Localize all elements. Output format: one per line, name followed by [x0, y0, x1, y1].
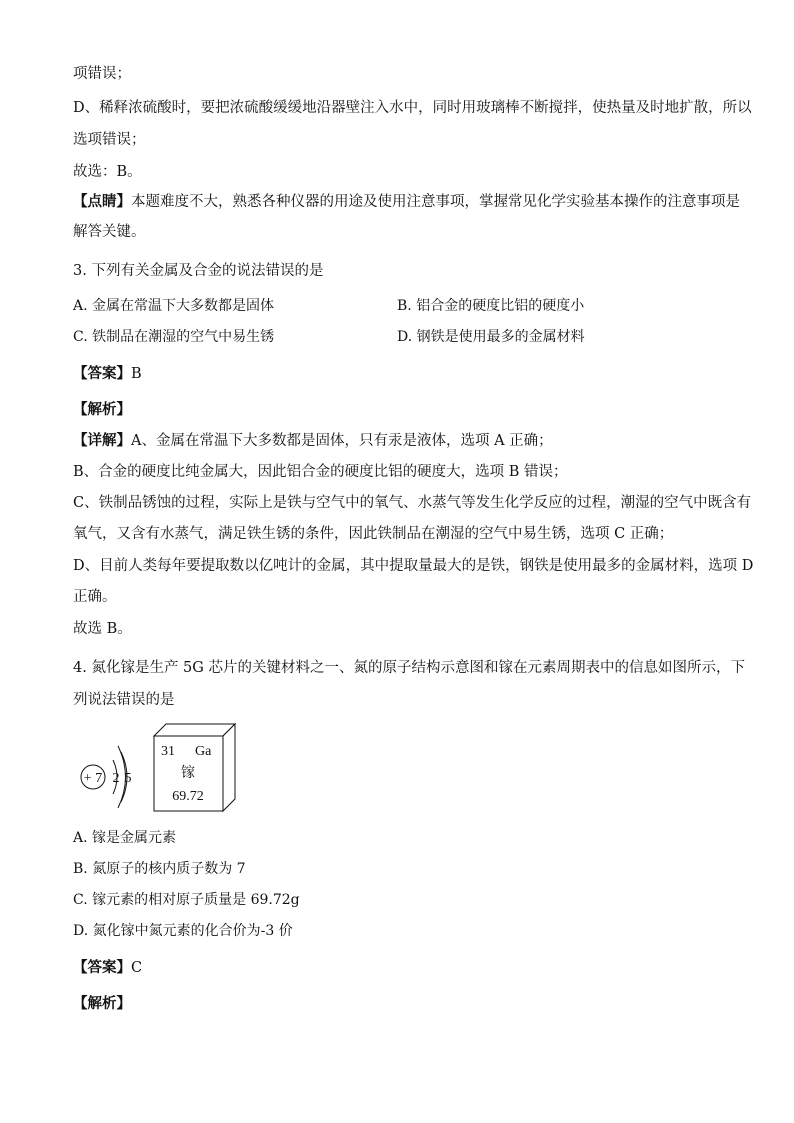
text-line: D、稀释浓硫酸时，要把浓硫酸缓缓地沿器壁注入水中，同时用玻璃棒不断搅拌，使热量及时地扩散，所以 — [73, 100, 752, 116]
periodic-table-cell — [154, 724, 235, 811]
q3-detail-line: B、合金的硬度比纯金属大，因此铝合金的硬度比铝的硬度大，选项 B 错误； — [73, 464, 568, 480]
dianjing-tag: 【 点睛 】 — [73, 193, 131, 210]
q4-stem-cont: 列说法错误的是 — [73, 692, 175, 708]
q4-answer — [73, 958, 142, 978]
detail-tag: 【 详解 】 — [73, 432, 131, 449]
q3-option-b: B. 铝合金的硬度比铝的硬度小 — [397, 298, 585, 314]
text-line: 解答关键。 — [73, 224, 146, 240]
q3-detail-line: 故选 B。 — [73, 621, 132, 637]
answer-value: B — [131, 366, 142, 382]
shell-electrons-2: 5 — [124, 771, 132, 786]
q3-detail-line — [73, 431, 553, 451]
analysis-tag: 【 解析 】 — [73, 995, 131, 1012]
element-symbol: Ga — [195, 744, 212, 759]
q4-option-a: A. 镓是金属元素 — [73, 830, 177, 846]
nucleus-label: + 7 — [83, 771, 103, 786]
detail-text: A、金属在常温下大多数都是固体，只有汞是液体，选项 A 正确； — [131, 433, 553, 449]
q4-option-b: B. 氮原子的核内质子数为 7 — [73, 861, 246, 877]
text-line: 故选：B。 — [73, 164, 142, 180]
q4-option-c: C. 镓元素的相对原子质量是 69.72g — [73, 892, 300, 908]
q4-figure — [75, 722, 255, 822]
answer-tag: 【 答案 】 — [73, 959, 131, 976]
text-line: 项错误； — [73, 66, 131, 82]
q3-option-a: A. 金属在常温下大多数都是固体 — [73, 298, 275, 314]
q3-answer — [73, 364, 142, 384]
analysis-tag: 【 解析 】 — [73, 401, 131, 418]
q4-stem: 4. 氮化镓是生产 5G 芯片的关键材料之一、氮的原子结构示意图和镓在元素周期表中的信息如图所示，下 — [73, 660, 745, 676]
shell-electrons-1: 2 — [112, 771, 120, 786]
answer-tag: 【 答案 】 — [73, 365, 131, 382]
atomic-mass: 69.72 — [172, 789, 204, 804]
element-name: 镓 — [181, 766, 195, 781]
q3-detail-line: 正确。 — [73, 589, 117, 605]
q3-detail-line: C、铁制品锈蚀的过程，实际上是铁与空气中的氧气、水蒸气等发生化学反应的过程，潮湿的空气中既含有 — [73, 495, 752, 511]
text-line: 选项错误； — [73, 132, 146, 148]
q4-analysis-heading — [73, 994, 131, 1014]
cell-top-face — [154, 724, 235, 736]
q3-detail-line: 氧气，又含有水蒸气，满足铁生锈的条件，因此铁制品在潮湿的空气中易生锈，选项 C 正确； — [73, 526, 674, 542]
q3-detail-line: D、目前人类每年要提取数以亿吨计的金属，其中提取量最大的是铁，钢铁是使用最多的金属材料，选项 D — [73, 558, 754, 574]
dianjing-text: 本题难度不大，熟悉各种仪器的用途及使用注意事项，掌握常见化学实验基本操作的注意事项是 — [131, 194, 740, 210]
q3-option-c: C. 铁制品在潮湿的空气中易生锈 — [73, 329, 275, 345]
nitrogen-atom-diagram — [81, 746, 132, 808]
q3-analysis-heading — [73, 400, 131, 420]
atomic-number: 31 — [161, 744, 175, 759]
cell-side-face — [223, 724, 235, 811]
dianjing-paragraph — [73, 192, 740, 212]
answer-value: C — [131, 960, 143, 976]
q4-option-d: D. 氮化镓中氮元素的化合价为-3 价 — [73, 923, 293, 939]
q3-option-d: D. 钢铁是使用最多的金属材料 — [397, 329, 585, 345]
q3-stem: 3. 下列有关金属及合金的说法错误的是 — [73, 263, 324, 279]
